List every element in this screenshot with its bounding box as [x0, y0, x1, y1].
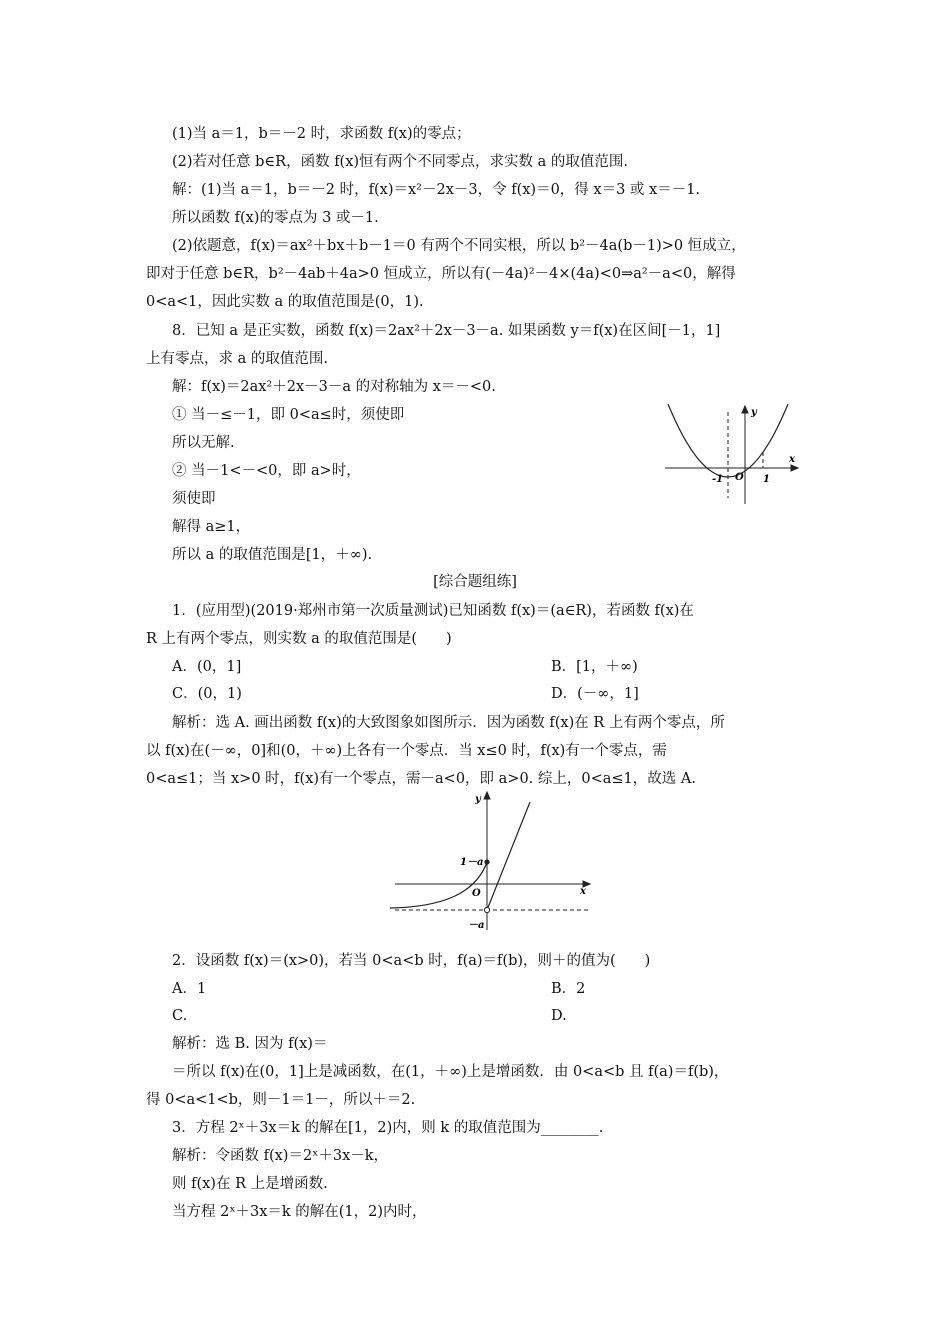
text-line: (2)依题意，f(x)＝ax²＋bx＋b－1＝0 有两个不同实根，所以 b²－4a(b－1)>0 恒成立，: [172, 238, 746, 254]
y-axis-label: y: [751, 407, 757, 418]
text-line: 0<a≤1；当 x>0 时，f(x)有一个零点，需－a<0，即 a>0. 综上，0<a≤1，故选 A.: [146, 771, 696, 787]
text-line: 3．方程 2ˣ＋3x＝k 的解在[1，2)内，则 k 的取值范围为________.: [172, 1120, 604, 1136]
text-line: 所以 a 的取值范围是[1，＋∞).: [172, 547, 373, 563]
text-line: 即对于任意 b∈R，b²－4ab＋4a>0 恒成立，所以有(－4a)²－4×(4a)<0⇒a²－a<0，解得: [146, 266, 736, 282]
text-line: 解析：选 B. 因为 f(x)＝: [172, 1036, 328, 1052]
text-line: ① 当－≤－1，即 0<a≤时，须使即: [172, 407, 405, 423]
parabola-figure: [660, 400, 805, 510]
text-line: 须使即: [172, 491, 216, 507]
text-line: 以 f(x)在(－∞，0]和(0，＋∞)上各有一个零点．当 x≤0 时，f(x)有一个零点，需: [146, 743, 667, 759]
text-line: 8．已知 a 是正实数，函数 f(x)＝2ax²＋2x－3－a. 如果函数 y＝f(x)在区间[－1，1]: [172, 323, 721, 339]
text-line: (2)若对任意 b∈R，函数 f(x)恒有两个不同零点，求实数 a 的取值范围.: [172, 154, 629, 170]
text-line: 解析：选 A. 画出函数 f(x)的大致图象如图所示．因为函数 f(x)在 R 上有两个零点，所: [172, 715, 725, 731]
text-line: 解：f(x)＝2ax²＋2x－3－a 的对称轴为 x＝－<0.: [172, 379, 496, 395]
origin-label: O: [735, 472, 744, 483]
choice-a: A．(0，1]: [172, 659, 242, 675]
choice-c: C．(0，1): [172, 686, 242, 702]
choice-c: C.: [172, 1008, 188, 1024]
choice-a: A．1: [172, 981, 207, 997]
origin-label: O: [472, 888, 481, 899]
choice-d: D．(－∞，1]: [551, 686, 639, 702]
text-line: 则 f(x)在 R 上是增函数.: [172, 1176, 328, 1192]
y-axis-label: y: [475, 794, 481, 805]
text-line: 解得 a≥1，: [172, 519, 251, 535]
piecewise-figure: [390, 790, 600, 938]
x-axis-label: x: [580, 886, 586, 897]
section-heading: [综合题组练]: [433, 574, 517, 590]
text-line: 得 0<a<1<b，则－1＝1－，所以＋＝2.: [146, 1092, 416, 1108]
tick-label-minus-a: －a: [468, 920, 485, 931]
tick-label-neg1: -1: [712, 474, 724, 485]
text-line: 解析：令函数 f(x)＝2ˣ＋3x－k，: [172, 1148, 389, 1164]
text-line: (1)当 a＝1，b＝－2 时，求函数 f(x)的零点；: [172, 126, 471, 142]
tick-label-1: 1: [763, 474, 770, 485]
text-line: ② 当－1<－<0，即 a>时，: [172, 463, 361, 479]
choice-b: B．[1，＋∞): [551, 659, 638, 675]
text-line: 解：(1)当 a＝1，b＝－2 时，f(x)＝x²－2x－3，令 f(x)＝0，得 x＝3 或 x＝－1.: [172, 182, 701, 198]
text-line: 所以无解.: [172, 435, 235, 451]
text-line: 当方程 2ˣ＋3x＝k 的解在(1，2)内时，: [172, 1204, 427, 1220]
text-line: 0<a<1，因此实数 a 的取值范围是(0，1).: [146, 294, 424, 310]
text-line: 2．设函数 f(x)＝(x>0)，若当 0<a<b 时，f(a)＝f(b)，则＋的值为( ): [172, 953, 651, 969]
text-line: 所以函数 f(x)的零点为 3 或－1.: [172, 210, 379, 226]
text-line: R 上有两个零点，则实数 a 的取值范围是( ): [146, 631, 452, 647]
choice-d: D.: [551, 1008, 567, 1024]
tick-label-1-minus-a: 1－a: [460, 857, 484, 868]
text-line: ＝所以 f(x)在(0，1]上是减函数，在(1，＋∞)上是增函数．由 0<a<b 且 f(a)＝f(b)，: [172, 1064, 729, 1080]
choice-b: B．2: [551, 981, 586, 997]
text-line: 1．(应用型)(2019·郑州市第一次质量测试)已知函数 f(x)＝(a∈R)，若函数 f(x)在: [172, 603, 694, 619]
x-axis-label: x: [789, 454, 795, 465]
text-line: 上有零点，求 a 的取值范围.: [146, 351, 328, 367]
